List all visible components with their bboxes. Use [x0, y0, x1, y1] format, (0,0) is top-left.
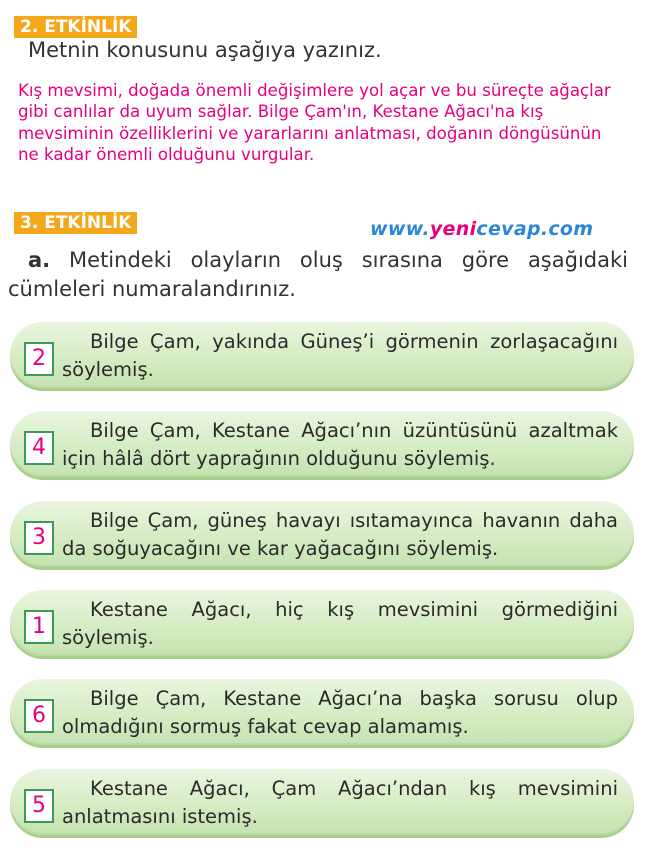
- sentence-text: Kestane Ağacı, Çam Ağacı’ndan kış mevsimini anlatmasını istemiş.: [62, 777, 618, 828]
- activity-2-answer: Kış mevsimi, doğada önemli değişimlere yol açar ve bu süreçte ağaçlar gibi canlılar da uyum sağlar. Bilge Çam'ın, Kestane Ağacı'na kış mevsiminin özelliklerini ve yararlarını anlatması, doğanın döngüsünün ne kadar önemli olduğunu vurgular.: [18, 81, 611, 165]
- order-number-box[interactable]: 3: [24, 521, 54, 555]
- sentence-text: Bilge Çam, Kestane Ağacı’nın üzüntüsünü azaltmak için hâlâ dört yaprağının olduğunu söylemiş.: [62, 419, 618, 470]
- activity-3-badge: 3. ETKİNLİK: [14, 212, 137, 234]
- sentence-card-5: [10, 679, 634, 745]
- sentence-text: Bilge Çam, Kestane Ağacı’na başka sorusu olup olmadığını sormuş fakat cevap alamamış.: [62, 687, 618, 738]
- sentence-card-3: [10, 501, 634, 567]
- sentence-text: Bilge Çam, güneş havayı ısıtamayınca havanın daha da soğuyacağını ve kar yağacağını söylemiş.: [62, 509, 618, 560]
- watermark: [370, 218, 593, 240]
- activity-2-instruction: Metnin konusunu aşağıya yazınız.: [28, 38, 382, 62]
- question-text: Metindeki olayların oluş sırasına göre aşağıdaki cümleleri numaralandırınız.: [8, 248, 628, 301]
- order-number-box[interactable]: 4: [24, 431, 54, 465]
- order-number-box[interactable]: 1: [24, 610, 54, 644]
- order-number-box[interactable]: 5: [24, 789, 54, 823]
- watermark-accent: yeni: [429, 218, 477, 240]
- watermark-prefix: www.: [370, 218, 430, 240]
- sentence-card-1: [10, 322, 634, 388]
- order-number-box[interactable]: 2: [24, 342, 54, 376]
- order-number-box[interactable]: 6: [24, 699, 54, 733]
- question-letter: a.: [28, 248, 51, 272]
- sentence-text: Bilge Çam, yakında Güneş’i görmenin zorlaşacağını söylemiş.: [62, 330, 618, 381]
- activity-3-question: [8, 246, 628, 304]
- sentence-card-4: [10, 590, 634, 656]
- sentence-card-2: [10, 411, 634, 477]
- sentence-card-6: [10, 769, 634, 835]
- sentence-text: Kestane Ağacı, hiç kış mevsimini görmediğini söylemiş.: [62, 598, 618, 649]
- watermark-suffix: cevap.com: [476, 218, 594, 240]
- activity-2-badge: 2. ETKİNLİK: [14, 16, 137, 38]
